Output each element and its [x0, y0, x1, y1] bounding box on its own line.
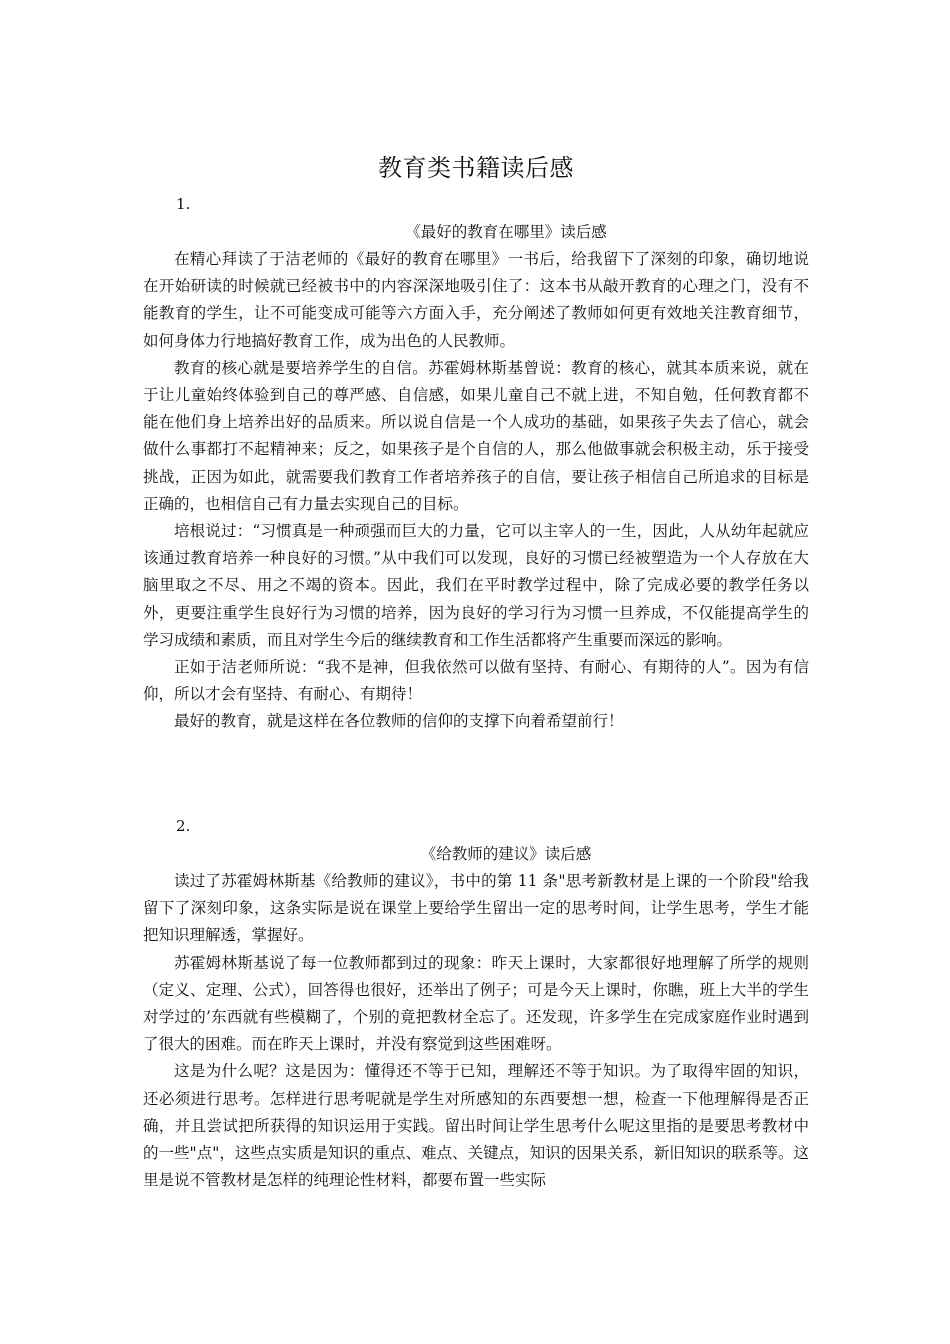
section-number: 1. [176, 195, 191, 213]
paragraph: 在精心拜读了于洁老师的《最好的教育在哪里》一书后，给我留下了深刻的印象，确切地说在开始研读的时候就已经被书中的内容深深地吸引住了：这本书从敲开教育的心理之门，没有不能教育的学生，让不可能变成可能等六方面入手，充分阐述了教师如何更有效地关注教育细节，如何身体力行地搞好教育工作，成为出色的人民教师。 [143, 250, 809, 350]
paragraph: 最好的教育，就是这样在各位教师的信仰的支撑下向着希望前行！ [174, 712, 624, 731]
section-2 [143, 812, 809, 1194]
section-1 [143, 190, 809, 736]
paragraph: 正如于洁老师所说：“我不是神，但我依然可以做有坚持、有耐心、有期待的人”。因为有信仰，所以才会有坚持、有耐心、有期待！ [143, 658, 809, 704]
paragraph: 苏霍姆林斯基说了每一位教师都到过的现象：昨天上课时，大家都很好地理解了所学的规则（定义、定理、公式），回答得也很好，还举出了例子；可是今天上课时，你瞧，班上大半的学生对学过的’东西就有些模糊了，个别的竟把教材全忘了。还发现，许多学生在完成家庭作业时遇到了很大的困难。而在昨天上课时，并没有察觉到这些困难呀。 [143, 953, 809, 1054]
paragraph: 教育的核心就是要培养学生的自信。苏霍姆林斯基曾说：教育的核心，就其本质来说，就在于让儿童始终体验到自己的尊严感、自信感，如果儿童自己不就上进，不知自勉，任何教育都不能在他们身上培养出好的品质来。所以说自信是一个人成功的基础，如果孩子失去了信心，就会做什么事都打不起精神来；反之，如果孩子是个自信的人，那么他做事就会积极主动，乐于接受挑战，正因为如此，就需要我们教育工作者培养孩子的自信，要让孩子相信自己所追求的目标是正确的，也相信自己有力量去实现自己的目标。 [143, 358, 809, 513]
document-page [143, 0, 809, 1344]
section-number: 2. [176, 817, 191, 835]
section-subtitle: 《给教师的建议》读后感 [420, 845, 592, 863]
paragraph: 培根说过：“习惯真是一种顽强而巨大的力量，它可以主宰人的一生，因此，人从幼年起就应该通过教育培养一种良好的习惯。”从中我们可以发现，良好的习惯已经被塑造为一个人存放在大脑里取之不尽、用之不竭的资本。因此，我们在平时教学过程中，除了完成必要的教学任务以外，更要注重学生良好行为习惯的培养，因为良好的学习行为习惯一旦养成，不仅能提高学生的学习成绩和素质，而且对学生今后的继续教育和工作生活都将产生重要而深远的影响。 [143, 522, 809, 649]
section-subtitle: 《最好的教育在哪里》读后感 [405, 223, 607, 241]
document-title: 教育类书籍读后感 [378, 154, 574, 182]
paragraph: 读过了苏霍姆林斯基《给教师的建议》，书中的第 11 条"思考新教材是上课的一个阶段"给我留下了深刻印象，这条实际是说在课堂上要给学生留出一定的思考时间，让学生思考，学生才能把知识理解透，掌握好。 [143, 872, 809, 945]
paragraph: 这是为什么呢？这是因为：懂得还不等于已知，理解还不等于知识。为了取得牢固的知识，还必须进行思考。怎样进行思考呢就是学生对所感知的东西要想一想，检查一下他理解得是否正确，并且尝试把所获得的知识运用于实践。留出时间让学生思考什么呢这里指的是要思考教材中的一些"点"，这些点实质是知识的重点、难点、关键点，知识的因果关系，新旧知识的联系等。这里是说不管教材是怎样的纯理论性材料，都要布置一些实际 [143, 1062, 809, 1190]
